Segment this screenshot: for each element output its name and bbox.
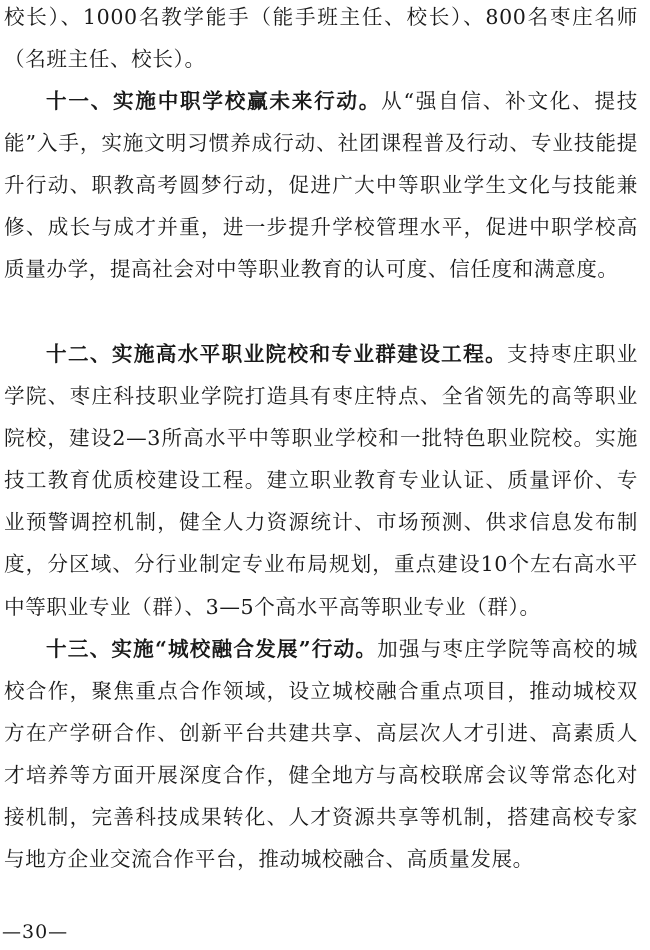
paragraph-section-11 <box>4 80 638 290</box>
paragraph-section-12 <box>4 333 638 628</box>
section-heading: 十一、实施中职学校赢未来行动。 <box>46 89 382 113</box>
section-heading: 十三、实施“城校融合发展”行动。 <box>46 637 378 661</box>
paragraph-section-13 <box>4 628 638 881</box>
paragraph-continuation <box>4 0 638 80</box>
paragraph-body: 支持枣庄职业学院、枣庄科技职业学院打造具有枣庄特点、全省领先的高等职业院校，建设2—3所高水平中等职业学校和一批特色职业院校。实施技工教育优质校建设工程。建立职业教育专业认证、质量评价、专业预警调控机制，健全人力资源统计、市场预测、供求信息发布制度，分区域、分行业制定专业布局规划，重点建设10个左右高水平中等职业专业（群）、3—5个高水平高等职业专业（群）。 <box>4 342 638 619</box>
paragraph-body: 校长）、1000名教学能手（能手班主任、校长）、800名枣庄名师（名班主任、校长）。 <box>4 5 638 72</box>
section-heading: 十二、实施高水平职业院校和专业群建设工程。 <box>46 342 508 366</box>
paragraph-body: 从“强自信、补文化、提技能”入手，实施文明习惯养成行动、社团课程普及行动、专业技能提升行动、职教高考圆梦行动，促进广大中等职业学生文化与技能兼修、成长与成才并重，进一步提升学校管理水平，促进中职学校高质量办学，提高社会对中等职业教育的认可度、信任度和满意度。 <box>4 89 639 282</box>
paragraph-body: 加强与枣庄学院等高校的城校合作，聚焦重点合作领域，设立城校融合重点项目，推动城校双方在产学研合作、创新平台共建共享、高层次人才引进、高素质人才培养等方面开展深度合作，健全地方与高校联席会议等常态化对接机制，完善科技成果转化、人才资源共享等机制，搭建高校专家与地方企业交流合作平台，推动城校融合、高质量发展。 <box>4 637 638 872</box>
page-number: —30— <box>2 921 69 943</box>
